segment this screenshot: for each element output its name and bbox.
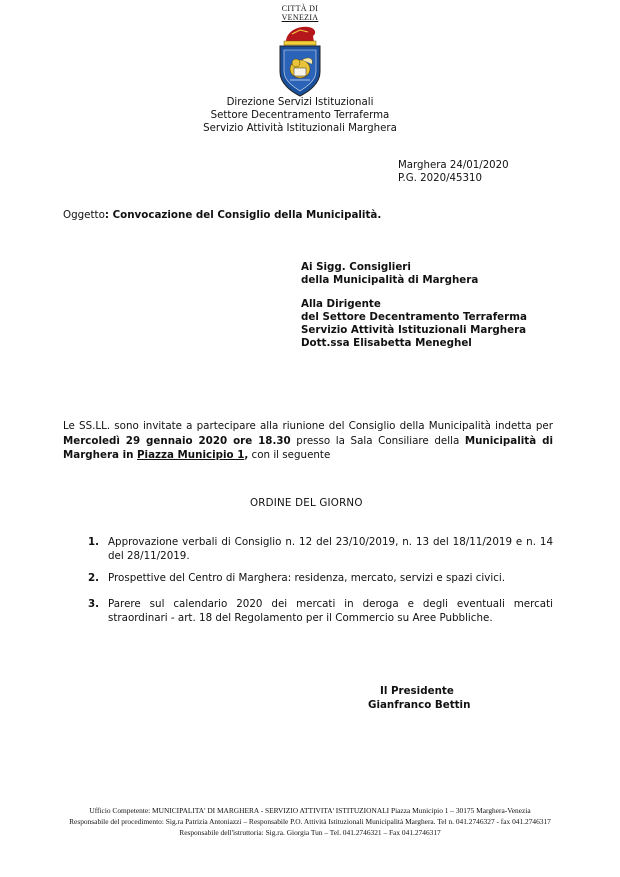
city-name-line2: VENEZIA	[281, 13, 319, 22]
recipient-block-1	[301, 261, 478, 287]
agenda-item	[88, 571, 553, 585]
body-text: presso la Sala Consiliare della	[290, 434, 465, 447]
recipient-line: della Municipalità di Marghera	[301, 274, 479, 286]
agenda-item-text: Approvazione verbali di Consiglio n. 12 del 23/10/2019, n. 13 del 18/11/2019 e n. 14 del 28/11/2019.	[108, 536, 553, 562]
agenda-title: ORDINE DEL GIORNO	[250, 497, 363, 509]
agenda-item-number: 2.	[88, 572, 100, 584]
body-text: con il seguente	[248, 449, 331, 461]
city-name-line1: CITTÀ DI	[281, 4, 319, 13]
agenda-item	[88, 535, 553, 563]
meeting-venue: Municipalità di Marghera in	[63, 434, 553, 461]
recipient-line: Dott.ssa Elisabetta Meneghel	[301, 337, 472, 349]
recipient-line: Alla Dirigente	[301, 298, 381, 310]
footer-office: Ufficio Competente: MUNICIPALITA' DI MARGHERA - SERVIZIO ATTIVITA' ISTITUZIONALI Piazza Municipio 1 – 30175 Marghera-Venezia	[89, 806, 531, 815]
subject-text: : Convocazione del Consiglio della Municipalità.	[104, 209, 382, 221]
agenda-item	[88, 597, 553, 625]
recipient-block-2	[301, 298, 527, 350]
protocol-number: P.G. 2020/45310	[398, 173, 482, 184]
agenda-item-text: Prospettive del Centro di Marghera: residenza, mercato, servizi e spazi civici.	[108, 572, 505, 584]
convocation-paragraph	[63, 419, 553, 463]
recipient-line: del Settore Decentramento Terraferma	[301, 311, 527, 323]
office-sector: Settore Decentramento Terraferma	[210, 110, 390, 121]
agenda-item-number: 3.	[88, 598, 100, 610]
office-service: Servizio Attività Istituzionali Marghera	[203, 123, 397, 134]
footer-responsible: Responsabile del procedimento: Sig.ra Patrizia Antoniazzi – Responsabile P.O. Attività Istituzionali Municipalità Marghera. Tel n. 041.2746327 - fax 041.2746317	[69, 817, 551, 826]
office-direction: Direzione Servizi Istituzionali	[226, 97, 374, 108]
meeting-datetime: Mercoledì 29 gennaio 2020 ore 18.30	[63, 434, 291, 447]
venice-crest-icon	[272, 22, 328, 98]
signature-role: Il Presidente	[380, 685, 454, 697]
signature-name: Gianfranco Bettin	[368, 699, 471, 711]
body-text: Le SS.LL. sono invitate a partecipare alla riunione del Consiglio della Municipalità indetta per	[63, 420, 553, 432]
place-date: Marghera 24/01/2020	[398, 160, 509, 171]
subject-label: Oggetto	[63, 209, 105, 221]
recipient-line: Ai Sigg. Consiglieri	[301, 261, 411, 273]
agenda-item-number: 1.	[88, 536, 100, 548]
body-text: ,	[244, 449, 249, 461]
agenda-item-text: Parere sul calendario 2020 dei mercati in deroga e degli eventuali mercati straordinari - art. 18 del Regolamento per il Commercio su Aree Pubbliche.	[108, 598, 553, 624]
meeting-address: Piazza Municipio 1	[137, 449, 245, 461]
subject-line	[63, 209, 381, 221]
recipient-line: Servizio Attività Istituzionali Marghera	[301, 324, 527, 336]
footer-instructor: Responsabile dell'istruttoria: Sig.ra. Giorgia Tun – Tel. 041.2746321 – Fax 041.2746317	[179, 828, 441, 837]
city-name-title	[270, 4, 330, 22]
